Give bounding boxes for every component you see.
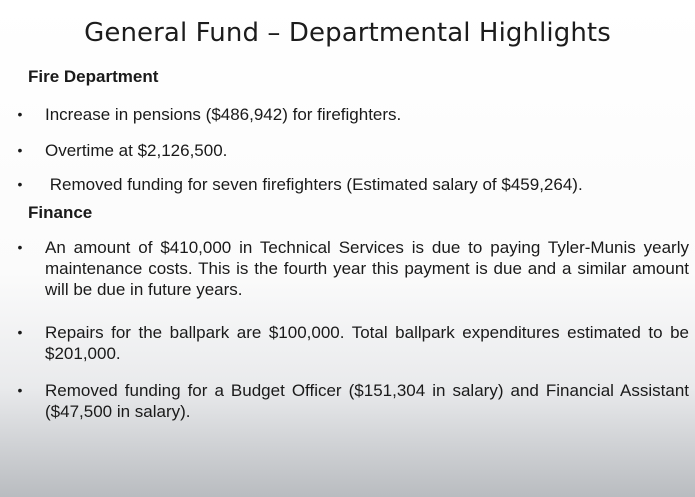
bullet-icon: • <box>17 382 23 398</box>
list-item <box>14 174 689 195</box>
list-item <box>14 237 689 300</box>
list-item-text: Removed funding for seven firefighters (Estimated salary of $459,264). <box>45 175 583 194</box>
list-item <box>14 140 689 161</box>
list-item-text: Overtime at $2,126,500. <box>45 141 228 160</box>
section-heading-fire-department: Fire Department <box>28 67 159 86</box>
section-heading-finance: Finance <box>28 203 93 222</box>
bullet-icon: • <box>17 324 23 340</box>
bullet-icon: • <box>17 106 23 122</box>
list-item <box>14 322 689 364</box>
bullet-icon: • <box>17 239 23 255</box>
bullet-icon: • <box>17 142 23 158</box>
list-item-text: Increase in pensions ($486,942) for firefighters. <box>45 105 402 124</box>
list-item-text: Removed funding for a Budget Officer ($151,304 in salary) and Financial Assistant ($47,500 in salary). <box>45 381 689 421</box>
slide-title: General Fund – Departmental Highlights <box>84 18 611 48</box>
list-item-text: An amount of $410,000 in Technical Services is due to paying Tyler-Munis yearly maintenance costs. This is the fourth year this payment is due and a similar amount will be due in future years. <box>45 238 689 299</box>
list-item-text: Repairs for the ballpark are $100,000. Total ballpark expenditures estimated to be $201,000. <box>45 323 689 363</box>
list-item <box>14 380 689 422</box>
list-item <box>14 104 689 125</box>
bullet-icon: • <box>17 176 23 192</box>
